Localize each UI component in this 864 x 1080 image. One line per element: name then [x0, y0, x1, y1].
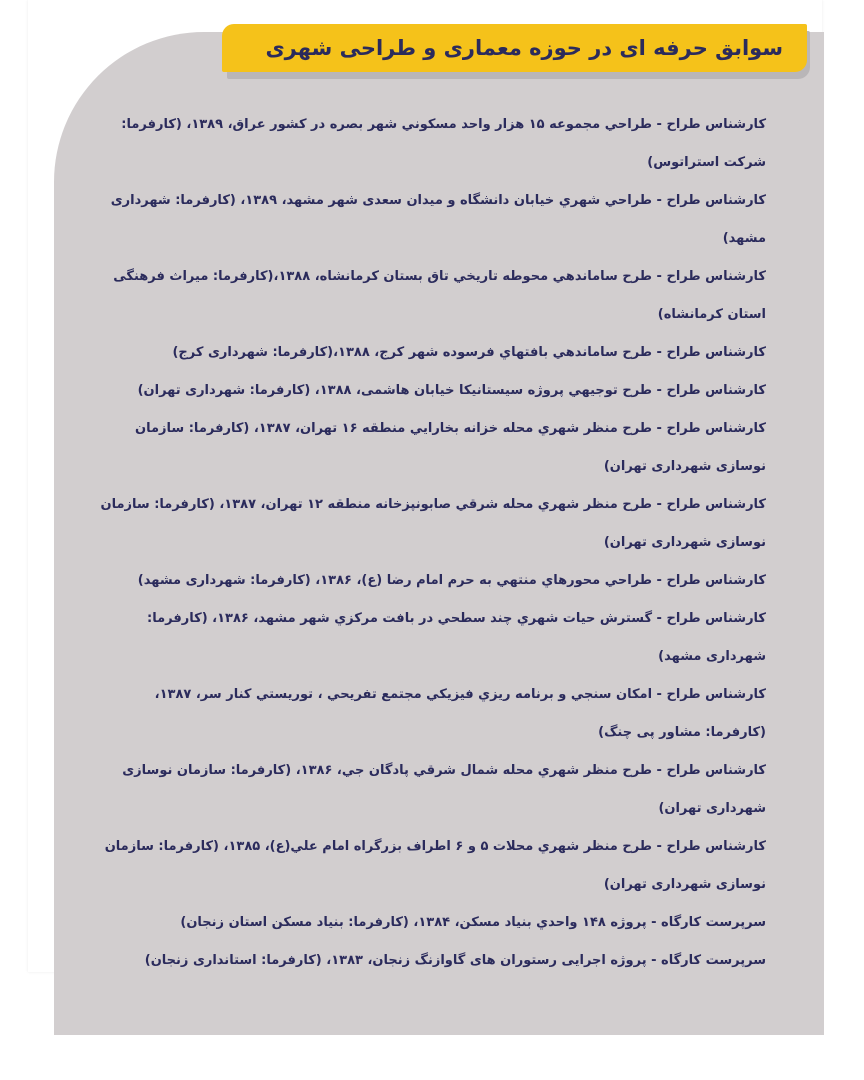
section-title-bar: [222, 24, 807, 72]
experience-item: کارشناس طراح - طرح منظر شهري محله شرقي صابونپزخانه منطقه ۱۲ تهران، ۱۳۸۷، (کارفرما: سازمان نوسازی شهرداری تهران): [100, 497, 766, 550]
experience-item: کارشناس طراح - طرح ساماندهي محوطه تاريخي تاق بستان كرمانشاه، ۱۳۸۸،(کارفرما: میراث فرهنگی استان کرمانشاه): [113, 269, 766, 322]
experience-item: کارشناس طراح - طرح منظر شهري محله خزانه بخارايي منطقه ۱۶ تهران، ۱۳۸۷، (کارفرما: سازمان نوسازی شهرداری تهران): [135, 421, 766, 474]
experience-item: کارشناس طراح - طراحي مجموعه ۱۵ هزار واحد مسكوني شهر بصره در كشور عراق، ۱۳۸۹، (کارفرما: شرکت استراتوس): [121, 117, 766, 170]
experience-item: کارشناس طراح - طراحي محورهاي منتهي به حرم امام رضا (ع)، ۱۳۸۶، (کارفرما: شهرداری مشهد): [137, 573, 766, 588]
experience-item: کارشناس طراح - طرح منظر شهري محلات ۵ و ۶ اطراف بزرگراه امام علي(ع)، ۱۳۸۵، (کارفرما: سازمان نوسازی شهرداری تهران): [104, 839, 766, 892]
experience-item: سرپرست کارگاه - پروژه اجرایی رستوران های گاوازنگ زنجان، ۱۳۸۳، (کارفرما: استانداری زنجان): [144, 953, 766, 968]
experience-item: کارشناس طراح - طرح توجيهي پروژه سيستانيكا خيابان هاشمی، ۱۳۸۸، (کارفرما: شهرداری تهران): [137, 383, 766, 398]
experience-item: سرپرست کارگاه - پروژه ۱۴۸ واحدي بنياد مسكن، ۱۳۸۴، (کارفرما: بنیاد مسکن استان زنجان): [180, 915, 766, 930]
experience-item: کارشناس طراح - امكان سنجي و برنامه ريزي فيزيكي مجتمع تفريحي ، توريستي كنار سر، ۱۳۸۷، (کارفرما: مشاور پی چنگ): [154, 687, 766, 740]
experience-item: کارشناس طراح - طرح ساماندهي بافتهاي فرسوده شهر كرج، ۱۳۸۸،(کارفرما: شهرداری کرج): [172, 345, 766, 360]
experience-list: [96, 106, 766, 980]
experience-item: کارشناس طراح - گسترش حيات شهري چند سطحي در بافت مركزي شهر مشهد، ۱۳۸۶، (کارفرما: شهرداری مشهد): [147, 611, 766, 664]
experience-item: کارشناس طراح - طرح منظر شهري محله شمال شرقي پادگان جي، ۱۳۸۶، (کارفرما: سازمان نوسازی شهرداری تهران): [122, 763, 766, 816]
experience-item: کارشناس طراح - طراحي شهري خيابان دانشگاه و ميدان سعدی شهر مشهد، ۱۳۸۹، (کارفرما: شهرداری مشهد): [110, 193, 766, 246]
section-title: سوابق حرفه ای در حوزه معماری و طراحی شهری: [265, 36, 783, 60]
